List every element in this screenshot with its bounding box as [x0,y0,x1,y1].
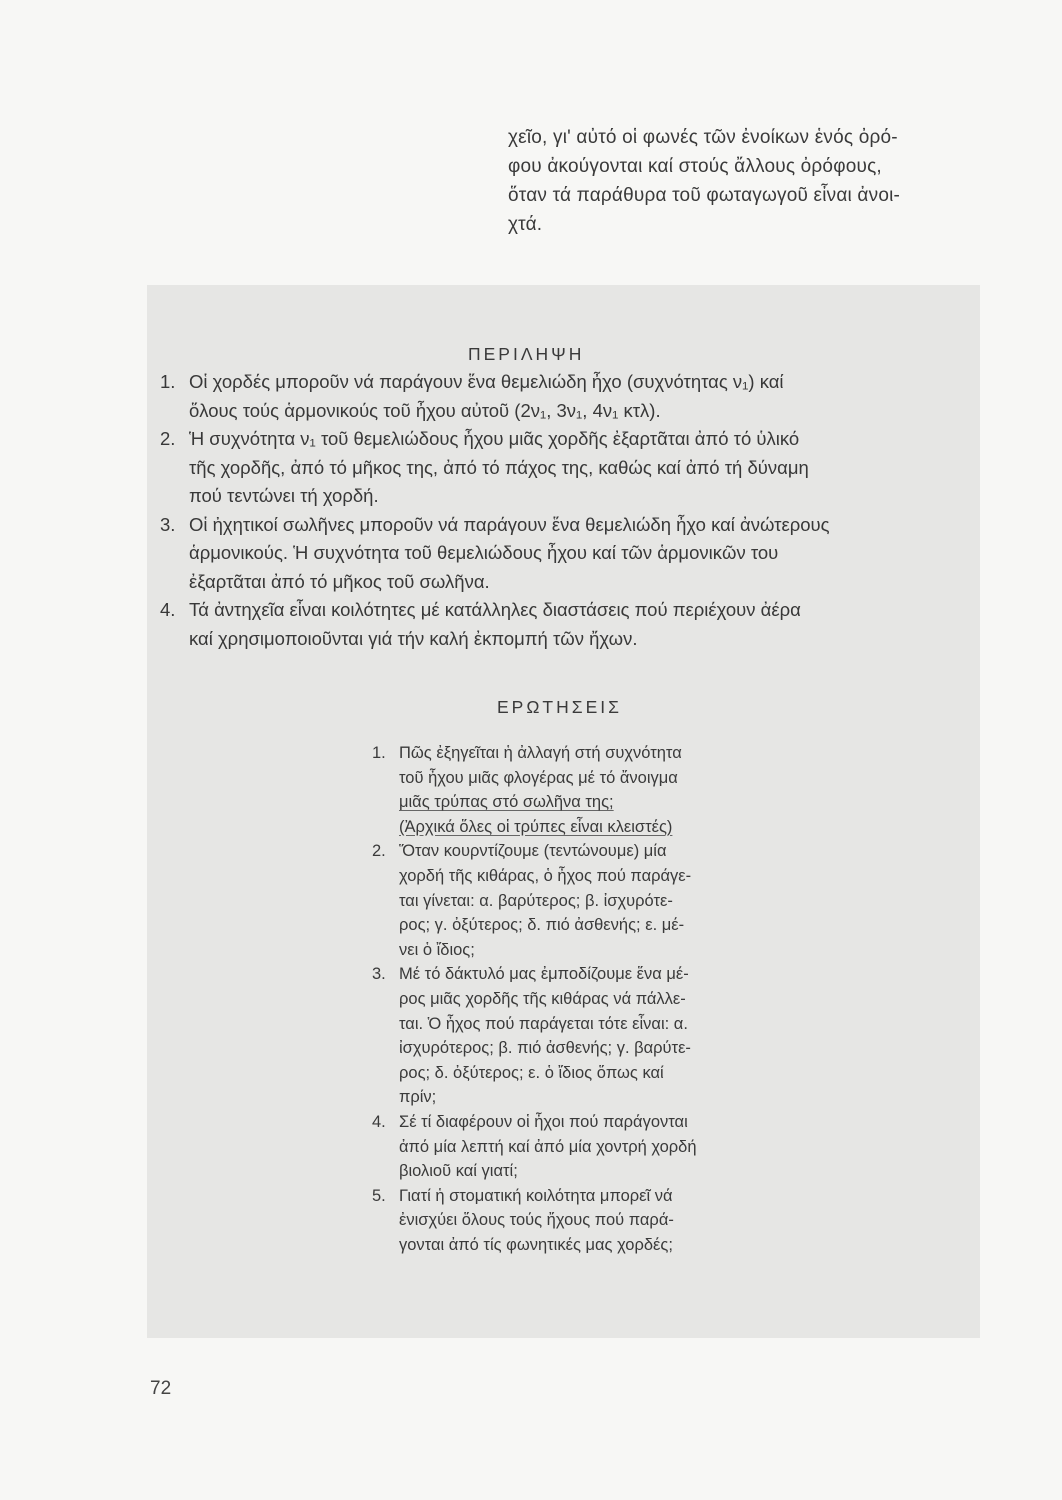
intro-line: χεῖο, γι' αὐτό οἱ φωνές τῶν ἐνοίκων ἑνός ὀρό- [508,127,898,148]
item-line: Οἱ χορδές μποροῦν νά παράγουν ἕνα θεμελιώδη ἦχο (συχνότητας ν₁) καί [189,371,784,392]
item-line: καί χρησιμοποιοῦνται γιά τήν καλή ἐκπομπή τῶν ἤχων. [189,627,638,649]
item-line: Ὅταν κουρντίζουμε (τεντώνουμε) μία [399,842,667,861]
item-line: νει ὁ ἴδιος; [399,940,475,959]
item-line: Οἱ ἠχητικοί σωλῆνες μποροῦν νά παράγουν ἕνα θεμελιώδη ἦχο καί ἀνώτερους [189,513,830,535]
summary-list [160,368,972,653]
summary-item [160,368,972,425]
item-number: 4. [372,1112,386,1131]
item-number: 1. [160,371,176,392]
item-line: Πῶς ἐξηγεῖται ἡ ἀλλαγή στή συχνότητα [399,744,682,762]
question-item [372,839,764,962]
item-line: πρίν; [399,1088,437,1107]
item-line: τῆς χορδῆς, ἀπό τό μῆκος της, ἀπό τό πάχος της, καθώς καί ἀπό τή δύναμη [189,456,809,478]
item-number: 4. [160,599,176,620]
intro-line: ὅταν τά παράθυρα τοῦ φωταγωγοῦ εἶναι ἀνοι- [508,185,901,206]
item-line: ται γίνεται: α. βαρύτερος; β. ἰσχυρότε- [399,891,673,910]
question-item [372,741,764,839]
item-number: 2. [372,842,386,861]
intro-line: χτά. [508,214,543,235]
item-line: (Ἀρχικά ὅλες οἱ τρύπες εἶναι κλειστές) [399,817,673,836]
item-number: 5. [372,1186,386,1205]
question-item [372,962,764,1110]
item-line: βιολιοῦ καί γιατί; [399,1162,518,1181]
questions-list [372,741,764,1257]
item-line: Τά ἀντηχεῖα εἶναι κοιλότητες μέ κατάλληλες διαστάσεις πού περιέχουν ἀέρα [189,599,801,620]
item-line: ἀπό μία λεπτή καί ἀπό μία χοντρή χορδή [399,1137,697,1156]
summary-item [160,425,972,511]
item-line: Γιατί ἡ στοματική κοιλότητα μπορεῖ νά [399,1186,673,1205]
item-line: Μέ τό δάκτυλό μας ἐμποδίζουμε ἕνα μέ- [399,965,689,984]
item-line: μιᾶς τρύπας στό σωλῆνα της; [399,793,614,812]
item-number: 3. [160,513,176,535]
item-number: 3. [372,965,386,984]
item-line: Σέ τί διαφέρουν οἱ ἦχοι πού παράγονται [399,1112,688,1131]
item-line: ἁρμονικούς. Ἡ συχνότητα τοῦ θεμελιώδους ἦχου καί τῶν ἁρμονικῶν του [189,542,779,563]
item-line: ἐνισχύει ὅλους τούς ἤχους πού παρά- [399,1211,674,1230]
item-line: ὅλους τούς ἁρμονικούς τοῦ ἦχου αὐτοῦ (2ν₁, 3ν₁, 4ν₁ κτλ). [189,399,661,421]
question-item [372,1110,764,1184]
item-number: 2. [160,428,176,449]
item-line: γονται ἀπό τίς φωνητικές μας χορδές; [399,1235,673,1254]
item-line: χορδή τῆς κιθάρας, ὁ ἦχος πού παράγε- [399,866,692,885]
summary-item [160,596,972,653]
item-number: 1. [372,744,386,762]
item-line: ρος; γ. ὀξύτερος; δ. πιό ἀσθενής; ε. μέ- [399,916,685,935]
question-item [372,1184,764,1258]
summary-item [160,511,972,597]
summary-heading: ΠΕΡΙΛΗΨΗ [468,344,585,364]
item-line: ἐξαρτᾶται ἀπό τό μῆκος τοῦ σωλῆνα. [189,570,490,592]
intro-paragraph [508,123,978,239]
item-line: ἰσχυρότερος; β. πιό ἀσθενής; γ. βαρύτε- [399,1039,691,1058]
item-line: ται. Ὁ ἦχος πού παράγεται τότε εἶναι: α. [399,1014,688,1033]
page-number: 72 [150,1378,172,1399]
item-line: ρος; δ. ὀξύτερος; ε. ὁ ἴδιος ὅπως καί [399,1063,664,1082]
item-line: πού τεντώνει τή χορδή. [189,485,379,506]
intro-line: φου ἀκούγονται καί στούς ἄλλους ὀρόφους, [508,156,882,177]
questions-heading: ΕΡΩΤΗΣΕΙΣ [497,697,622,717]
item-line: ρος μιᾶς χορδῆς τῆς κιθάρας νά πάλλε- [399,989,686,1008]
item-line: Ἡ συχνότητα ν₁ τοῦ θεμελιώδους ἦχου μιᾶς χορδῆς ἐξαρτᾶται ἀπό τό ὑλικό [189,428,800,449]
item-line: τοῦ ἦχου μιᾶς φλογέρας μέ τό ἄνοιγμα [399,768,678,787]
